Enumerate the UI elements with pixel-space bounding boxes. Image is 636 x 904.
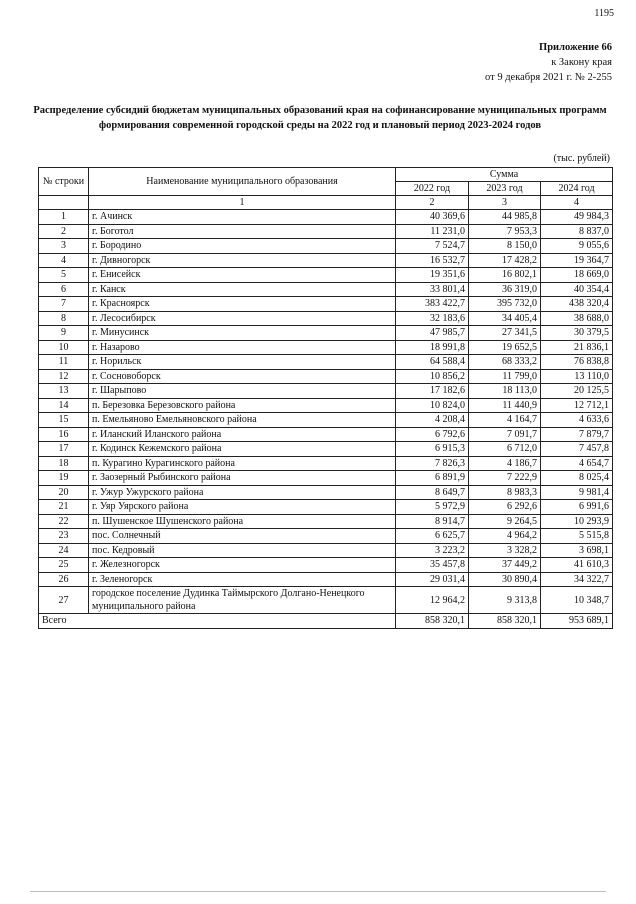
value-2022: 33 801,4 [396, 282, 469, 297]
value-2024: 7 457,8 [541, 442, 613, 457]
table-row [39, 297, 613, 312]
value-2022: 64 588,4 [396, 355, 469, 370]
value-2022: 40 369,6 [396, 210, 469, 225]
municipality-name: пос. Кедровый [89, 543, 396, 558]
row-number: 24 [39, 543, 89, 558]
value-2022: 10 824,0 [396, 398, 469, 413]
municipality-name: г. Железногорск [89, 558, 396, 573]
row-number: 8 [39, 311, 89, 326]
page-number: 1195 [594, 8, 614, 19]
appendix-title: Приложение 66 [539, 42, 612, 53]
value-2024: 4 654,7 [541, 456, 613, 471]
value-2024: 9 055,6 [541, 239, 613, 254]
municipality-name: г. Шарыпово [89, 384, 396, 399]
value-2022: 383 422,7 [396, 297, 469, 312]
row-number: 19 [39, 471, 89, 486]
municipality-name: г. Дивногорск [89, 253, 396, 268]
municipality-name: пос. Солнечный [89, 529, 396, 544]
table-row [39, 529, 613, 544]
municipality-name: г. Бородино [89, 239, 396, 254]
municipality-name: г. Енисейск [89, 268, 396, 283]
table-row [39, 268, 613, 283]
value-2023: 4 164,7 [469, 413, 541, 428]
table-row [39, 282, 613, 297]
value-2022: 47 985,7 [396, 326, 469, 341]
value-2023: 9 264,5 [469, 514, 541, 529]
table-row [39, 326, 613, 341]
value-2024: 18 669,0 [541, 268, 613, 283]
table-row [39, 485, 613, 500]
footer-divider [30, 891, 606, 892]
total-2023: 858 320,1 [469, 614, 541, 629]
municipality-name: г. Боготол [89, 224, 396, 239]
document-title: Распределение субсидий бюджетам муниципальных образований края на софинансирование муниципальных программ формирования современной городской среды на 2022 год и плановый период 2023-2024 годов [33, 105, 607, 131]
total-2022: 858 320,1 [396, 614, 469, 629]
value-2023: 4 964,2 [469, 529, 541, 544]
value-2023: 6 292,6 [469, 500, 541, 515]
table-row [39, 442, 613, 457]
value-2022: 8 914,7 [396, 514, 469, 529]
column-number-1: 1 [89, 196, 396, 210]
value-2022: 7 524,7 [396, 239, 469, 254]
value-2022: 16 532,7 [396, 253, 469, 268]
row-number: 26 [39, 572, 89, 587]
row-number: 15 [39, 413, 89, 428]
table-row [39, 572, 613, 587]
table-row [39, 355, 613, 370]
row-number: 22 [39, 514, 89, 529]
row-number: 21 [39, 500, 89, 515]
value-2022: 18 991,8 [396, 340, 469, 355]
value-2024: 20 125,5 [541, 384, 613, 399]
table-row [39, 224, 613, 239]
value-2024: 9 981,4 [541, 485, 613, 500]
row-number: 14 [39, 398, 89, 413]
row-number: 27 [39, 587, 89, 614]
table-row [39, 587, 613, 614]
municipality-name: п. Емельяново Емельяновского района [89, 413, 396, 428]
municipality-name: г. Канск [89, 282, 396, 297]
total-row [39, 614, 613, 629]
table-row [39, 543, 613, 558]
table-row [39, 311, 613, 326]
value-2023: 44 985,8 [469, 210, 541, 225]
value-2022: 8 649,7 [396, 485, 469, 500]
value-2023: 17 428,2 [469, 253, 541, 268]
municipality-name: г. Заозерный Рыбинского района [89, 471, 396, 486]
row-number: 12 [39, 369, 89, 384]
row-number: 17 [39, 442, 89, 457]
value-2022: 6 792,6 [396, 427, 469, 442]
municipality-name: г. Назарово [89, 340, 396, 355]
value-2024: 7 879,7 [541, 427, 613, 442]
units-label: (тыс. рублей) [553, 153, 610, 164]
row-number: 7 [39, 297, 89, 312]
header-row-number: № строки [39, 168, 89, 196]
value-2024: 6 991,6 [541, 500, 613, 515]
value-2024: 3 698,1 [541, 543, 613, 558]
row-number: 10 [39, 340, 89, 355]
value-2024: 8 025,4 [541, 471, 613, 486]
value-2023: 395 732,0 [469, 297, 541, 312]
appendix-law: к Закону края [551, 57, 612, 68]
value-2022: 5 972,9 [396, 500, 469, 515]
value-2024: 41 610,3 [541, 558, 613, 573]
value-2024: 21 836,1 [541, 340, 613, 355]
row-number: 11 [39, 355, 89, 370]
value-2024: 10 348,7 [541, 587, 613, 614]
total-label: Всего [39, 614, 396, 629]
municipality-name: городское поселение Дудинка Таймырского Долгано-Ненецкого муниципального района [89, 587, 396, 614]
table-row [39, 500, 613, 515]
value-2024: 12 712,1 [541, 398, 613, 413]
header-year-2024: 2024 год [541, 182, 613, 196]
municipality-name: г. Уяр Уярского района [89, 500, 396, 515]
value-2023: 19 652,5 [469, 340, 541, 355]
header-year-2023: 2023 год [469, 182, 541, 196]
municipality-name: п. Курагино Курагинского района [89, 456, 396, 471]
value-2023: 30 890,4 [469, 572, 541, 587]
value-2024: 13 110,0 [541, 369, 613, 384]
value-2022: 6 915,3 [396, 442, 469, 457]
row-number: 20 [39, 485, 89, 500]
value-2023: 27 341,5 [469, 326, 541, 341]
value-2023: 7 222,9 [469, 471, 541, 486]
table-row [39, 427, 613, 442]
value-2023: 7 953,3 [469, 224, 541, 239]
value-2022: 7 826,3 [396, 456, 469, 471]
municipality-name: г. Зеленогорск [89, 572, 396, 587]
municipality-name: п. Березовка Березовского района [89, 398, 396, 413]
row-number: 1 [39, 210, 89, 225]
value-2024: 5 515,8 [541, 529, 613, 544]
municipality-name: г. Красноярск [89, 297, 396, 312]
row-number: 23 [39, 529, 89, 544]
municipality-name: г. Иланский Иланского района [89, 427, 396, 442]
value-2024: 30 379,5 [541, 326, 613, 341]
subsidy-table [38, 167, 613, 629]
table-row [39, 239, 613, 254]
value-2023: 4 186,7 [469, 456, 541, 471]
table-row [39, 369, 613, 384]
value-2022: 10 856,2 [396, 369, 469, 384]
value-2023: 3 328,2 [469, 543, 541, 558]
municipality-name: г. Ачинск [89, 210, 396, 225]
table-row [39, 210, 613, 225]
municipality-name: г. Минусинск [89, 326, 396, 341]
value-2023: 16 802,1 [469, 268, 541, 283]
value-2023: 68 333,2 [469, 355, 541, 370]
value-2023: 6 712,0 [469, 442, 541, 457]
table-row [39, 398, 613, 413]
value-2023: 36 319,0 [469, 282, 541, 297]
value-2023: 8 150,0 [469, 239, 541, 254]
value-2024: 76 838,8 [541, 355, 613, 370]
value-2022: 12 964,2 [396, 587, 469, 614]
value-2022: 3 223,2 [396, 543, 469, 558]
value-2022: 17 182,6 [396, 384, 469, 399]
value-2023: 18 113,0 [469, 384, 541, 399]
appendix-block [485, 40, 612, 85]
row-number: 13 [39, 384, 89, 399]
row-number: 5 [39, 268, 89, 283]
municipality-name: г. Лесосибирск [89, 311, 396, 326]
municipality-name: п. Шушенское Шушенского района [89, 514, 396, 529]
value-2023: 11 799,0 [469, 369, 541, 384]
value-2022: 6 891,9 [396, 471, 469, 486]
row-number: 6 [39, 282, 89, 297]
table-row [39, 340, 613, 355]
municipality-name: г. Ужур Ужурского района [89, 485, 396, 500]
value-2023: 8 983,3 [469, 485, 541, 500]
value-2024: 8 837,0 [541, 224, 613, 239]
value-2024: 34 322,7 [541, 572, 613, 587]
value-2024: 10 293,9 [541, 514, 613, 529]
value-2022: 19 351,6 [396, 268, 469, 283]
table-row [39, 471, 613, 486]
value-2022: 32 183,6 [396, 311, 469, 326]
row-number: 16 [39, 427, 89, 442]
row-number: 2 [39, 224, 89, 239]
header-municipality-name: Наименование муниципального образования [89, 168, 396, 196]
value-2024: 49 984,3 [541, 210, 613, 225]
table-row [39, 456, 613, 471]
table-row [39, 558, 613, 573]
value-2022: 35 457,8 [396, 558, 469, 573]
value-2023: 9 313,8 [469, 587, 541, 614]
column-number-3: 3 [469, 196, 541, 210]
table-body [39, 210, 613, 614]
value-2024: 19 364,7 [541, 253, 613, 268]
row-number: 4 [39, 253, 89, 268]
municipality-name: г. Кодинск Кежемского района [89, 442, 396, 457]
row-number: 18 [39, 456, 89, 471]
table-row [39, 413, 613, 428]
table-row [39, 253, 613, 268]
header-sum: Сумма [396, 168, 613, 182]
column-number-blank [39, 196, 89, 210]
value-2023: 11 440,9 [469, 398, 541, 413]
value-2023: 34 405,4 [469, 311, 541, 326]
municipality-name: г. Сосновоборск [89, 369, 396, 384]
total-2024: 953 689,1 [541, 614, 613, 629]
value-2022: 4 208,4 [396, 413, 469, 428]
value-2023: 7 091,7 [469, 427, 541, 442]
row-number: 3 [39, 239, 89, 254]
municipality-name: г. Норильск [89, 355, 396, 370]
value-2022: 29 031,4 [396, 572, 469, 587]
row-number: 25 [39, 558, 89, 573]
value-2024: 4 633,6 [541, 413, 613, 428]
table-row [39, 384, 613, 399]
value-2024: 438 320,4 [541, 297, 613, 312]
value-2023: 37 449,2 [469, 558, 541, 573]
value-2024: 38 688,0 [541, 311, 613, 326]
value-2024: 40 354,4 [541, 282, 613, 297]
header-year-2022: 2022 год [396, 182, 469, 196]
value-2022: 6 625,7 [396, 529, 469, 544]
row-number: 9 [39, 326, 89, 341]
value-2022: 11 231,0 [396, 224, 469, 239]
column-number-4: 4 [541, 196, 613, 210]
column-number-2: 2 [396, 196, 469, 210]
table-row [39, 514, 613, 529]
appendix-date: от 9 декабря 2021 г. № 2-255 [485, 72, 612, 83]
